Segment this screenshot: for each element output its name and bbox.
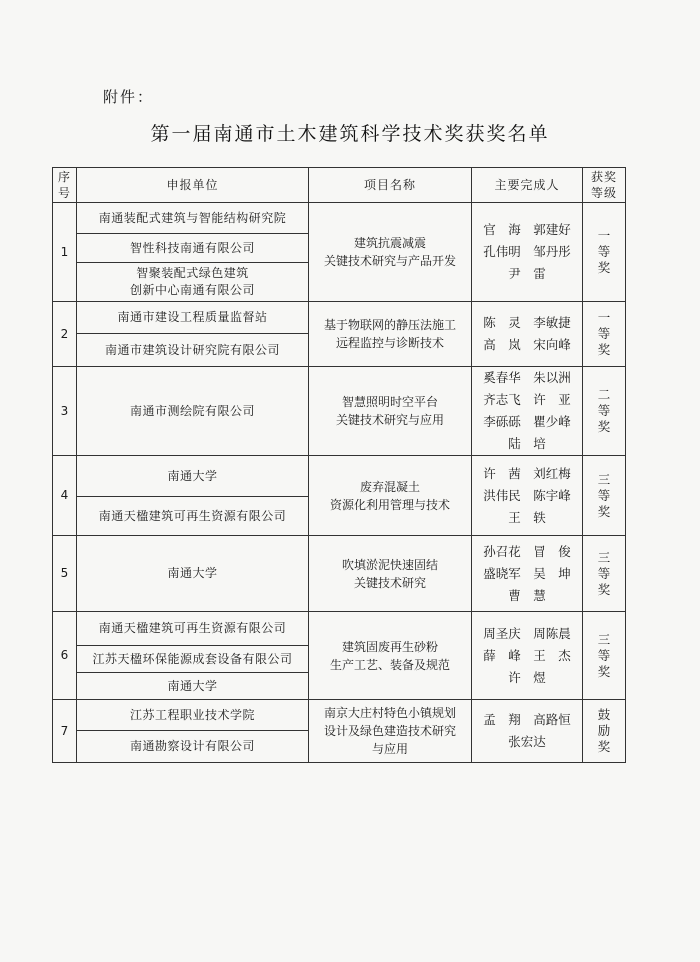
contributor-line: 陈 灵 李敏捷 (483, 315, 571, 330)
award-table (52, 167, 626, 763)
header-no: 序号 (53, 168, 77, 203)
table-header-row (53, 168, 626, 203)
contributor-line: 王 轶 (508, 509, 546, 525)
row-number: 1 (53, 203, 77, 302)
header-project: 项目名称 (309, 168, 472, 203)
table-row (53, 612, 626, 646)
row-number: 2 (53, 302, 77, 367)
project-name: 南京大庄村特色小镇规划 设计及绿色建造技术研究 与应用 (309, 700, 472, 763)
contributor-line: 周圣庆 周陈晨 (483, 625, 571, 641)
main-contributors (472, 536, 583, 612)
project-name: 建筑抗震减震 关键技术研究与产品开发 (309, 203, 472, 302)
applicant-unit: 南通市测绘院有限公司 (77, 367, 309, 456)
applicant-unit: 南通市建设工程质量监督站 (77, 302, 309, 334)
applicant-unit: 江苏工程职业技术学院 (77, 700, 309, 731)
main-contributors (472, 203, 583, 302)
contributor-line: 官 海 郭建好 (483, 222, 571, 237)
applicant-unit: 南通大学 (77, 536, 309, 612)
contributor-line: 盛晓军 吴 坤 (483, 565, 571, 581)
award-level: 三等奖 (583, 612, 626, 700)
project-name: 废弃混凝土 资源化利用管理与技术 (309, 456, 472, 536)
contributor-line: 高 岚 宋向峰 (483, 337, 571, 352)
row-number: 6 (53, 612, 77, 700)
contributor-line: 孙召花 冒 俊 (483, 543, 571, 559)
row-number: 7 (53, 700, 77, 763)
award-level: 三等奖 (583, 456, 626, 536)
applicant-unit: 南通天楹建筑可再生资源有限公司 (77, 497, 309, 536)
applicant-unit: 江苏天楹环保能源成套设备有限公司 (77, 646, 309, 673)
applicant-unit: 南通勘察设计有限公司 (77, 731, 309, 763)
contributor-line: 尹 雷 (508, 266, 546, 281)
award-level: 三等奖 (583, 536, 626, 612)
header-unit: 申报单位 (77, 168, 309, 203)
applicant-unit: 南通装配式建筑与智能结构研究院 (77, 203, 309, 234)
main-contributors (472, 456, 583, 536)
attachment-label: 附件： (103, 88, 155, 106)
project-name: 基于物联网的静压法施工 远程监控与诊断技术 (309, 302, 472, 367)
award-level: 一等奖 (583, 203, 626, 302)
contributor-line: 洪伟民 陈宇峰 (483, 487, 571, 503)
project-name: 智慧照明时空平台 关键技术研究与应用 (309, 367, 472, 456)
contributor-line: 奚春华 朱以洲 (483, 370, 571, 385)
main-contributors (472, 367, 583, 456)
contributor-line: 张宏达 (508, 734, 546, 749)
project-name: 吹填淤泥快速固结 关键技术研究 (309, 536, 472, 612)
applicant-unit: 南通大学 (77, 456, 309, 497)
main-contributors (472, 700, 583, 763)
table-row (53, 700, 626, 731)
row-number: 4 (53, 456, 77, 536)
contributor-line: 陆 培 (508, 436, 546, 451)
main-contributors (472, 612, 583, 700)
contributor-line: 曹 慧 (508, 587, 546, 603)
project-name: 建筑固废再生砂粉 生产工艺、装备及规范 (309, 612, 472, 700)
table-row (53, 302, 626, 334)
main-contributors (472, 302, 583, 367)
header-people: 主要完成人 (472, 168, 583, 203)
table-row (53, 203, 626, 234)
table-row (53, 456, 626, 497)
table-row (53, 367, 626, 456)
award-level: 一等奖 (583, 302, 626, 367)
contributor-line: 许 煜 (508, 669, 546, 685)
row-number: 5 (53, 536, 77, 612)
contributor-line: 许 茜 刘红梅 (483, 465, 571, 481)
applicant-unit: 智聚装配式绿色建筑 创新中心南通有限公司 (77, 263, 309, 302)
contributor-line: 薛 峰 王 杰 (483, 647, 571, 663)
applicant-unit: 南通大学 (77, 673, 309, 700)
applicant-unit: 南通市建筑设计研究院有限公司 (77, 334, 309, 367)
award-level: 二等奖 (583, 367, 626, 456)
contributor-line: 齐志飞 许 亚 (483, 392, 571, 407)
applicant-unit: 智性科技南通有限公司 (77, 234, 309, 263)
table-row (53, 536, 626, 612)
document-title: 第一届南通市土木建筑科学技术奖获奖名单 (150, 123, 550, 145)
contributor-line: 孔伟明 邹丹彤 (483, 244, 571, 259)
contributor-line: 李砾砾 瞿少峰 (483, 414, 571, 429)
row-number: 3 (53, 367, 77, 456)
header-award: 获奖等级 (583, 168, 626, 203)
contributor-line: 孟 翔 高路恒 (483, 712, 571, 727)
applicant-unit: 南通天楹建筑可再生资源有限公司 (77, 612, 309, 646)
award-level: 鼓励奖 (583, 700, 626, 763)
